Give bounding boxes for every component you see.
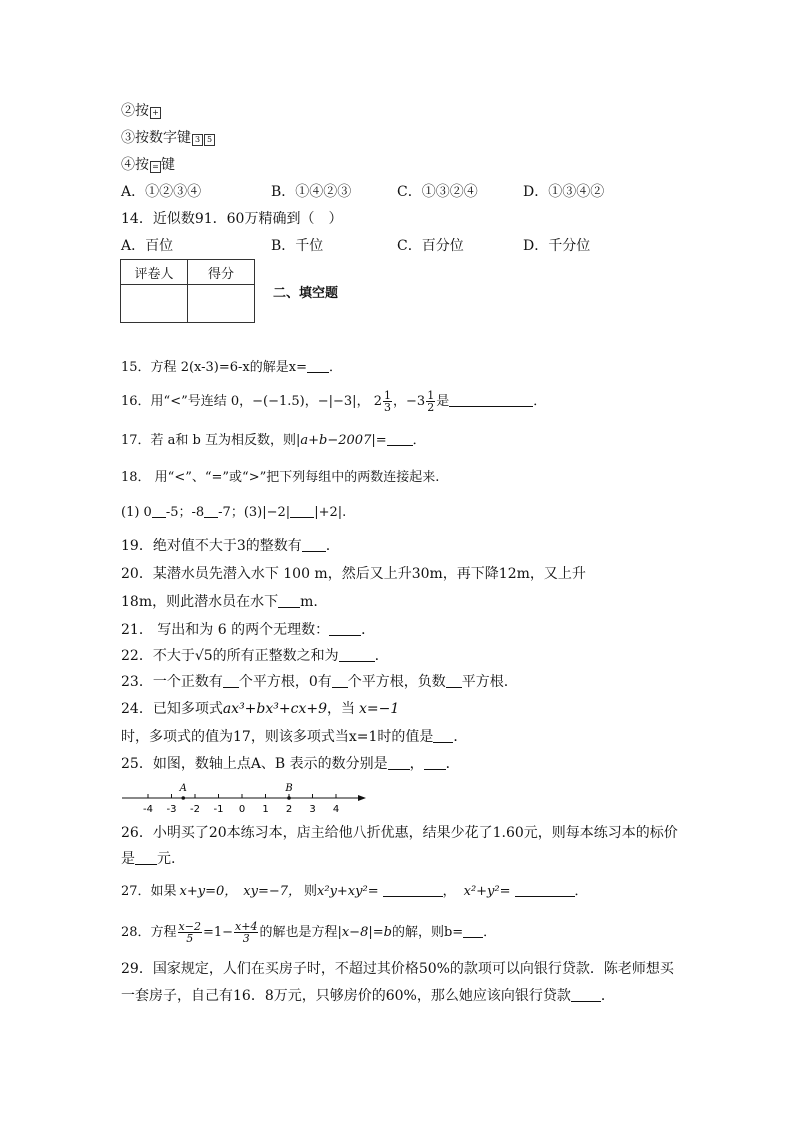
point-b-label: B [285, 783, 293, 794]
answer-blank [433, 728, 453, 743]
q13-option-d: D．①③④② [523, 184, 605, 200]
answer-blank [332, 673, 348, 688]
tick-label: 2 [285, 804, 293, 815]
q25: 25．如图，数轴上点A、B 表示的数分别是 ， ． [121, 756, 460, 772]
answer-blank [383, 882, 443, 897]
score-table [120, 259, 255, 323]
answer-blank [152, 503, 166, 518]
answer-blank [387, 431, 413, 446]
key-5-icon: 5 [204, 134, 215, 146]
answer-blank [307, 358, 329, 373]
q14-option-d: D．千分位 [523, 238, 591, 254]
q18-line2: (1) 0 -5；-8 -7；(3)|−2| |+2|. [121, 505, 347, 520]
header-score: 得分 [188, 260, 255, 285]
section-title: 二、填空题 [273, 286, 339, 301]
q14-option-c: C．百分位 [397, 238, 464, 254]
score-cell [188, 285, 255, 323]
fraction-one-third: $\frac{1}{3}$ [384, 389, 391, 414]
tick-label: -4 [143, 804, 153, 815]
fraction-x-plus-4-over-3: $\frac{x+4}{3}$ [235, 920, 258, 945]
point-a-dot [181, 796, 185, 800]
answer-blank [302, 537, 326, 552]
fraction-x-minus-2-over-5: $\frac{x-2}{5}$ [178, 920, 201, 945]
q26-line1: 26．小明买了20本练习本，店主给他八折优惠，结果少花了1.60元，则每本练习本的标价 [121, 825, 678, 841]
tick-label: -3 [166, 804, 177, 815]
answer-blank [446, 673, 462, 688]
q22: 22．不大于√5的所有正整数之和为 . [121, 648, 380, 664]
tick-label: 4 [332, 804, 340, 815]
tick-label: 1 [262, 804, 269, 815]
q24-line1: 24．已知多项式ax³+bx³+cx+9，当 x=−1 [121, 701, 400, 717]
answer-blank [290, 503, 314, 518]
point-a-label: A [179, 783, 187, 794]
answer-blank [449, 392, 533, 407]
q19: 19．绝对值不大于3的整数有 . [121, 538, 331, 554]
header-grader: 评卷人 [121, 260, 188, 285]
arrow-right-icon [358, 795, 366, 801]
step-4: ④按 = 键 [121, 157, 175, 173]
q29-line2: 一套房子，自己有16．8万元，只够房价的60%，那么她应该向银行贷款 ． [121, 988, 615, 1004]
fraction-one-half: $\frac{1}{2}$ [427, 389, 435, 414]
q20-line1: 20．某潜水员先潜入水下 100 m，然后又上升30m，再下降12m，又上升 [121, 566, 586, 582]
answer-blank [135, 850, 157, 865]
tick-label: -1 [213, 804, 224, 815]
q21: 21． 写出和为 6 的两个无理数： ． [121, 622, 376, 638]
grader-cell [121, 285, 188, 323]
number-line [118, 778, 378, 818]
answer-blank [278, 593, 300, 608]
step-2: ②按 + [121, 102, 161, 120]
q16: 16．用“<”号连结 0，−(−1.5)，−|−3|， 2 $\frac{1}{3}$ ，−3 $\frac{1}{2}$ 是 ． [121, 389, 547, 414]
q13-option-c: C．①③②④ [397, 184, 478, 200]
q20-line2: 18m，则此潜水员在水下 m. [121, 594, 318, 610]
point-b-dot [287, 796, 291, 800]
q24-line2: 时，多项式的值为17，则该多项式当x=1时的值是 ． [121, 729, 468, 745]
q18-text: 18． 用“<”、“=”或“>”把下列每组中的两数连接起来. [121, 470, 440, 485]
key-3-icon: 3 [192, 134, 203, 146]
q14-option-a: A．百位 [121, 238, 174, 254]
tick-label: -2 [190, 804, 200, 815]
plus-key-icon: + [150, 107, 161, 119]
answer-blank [204, 503, 218, 518]
q23: 23．一个正数有 个平方根，0有 个平方根，负数 平方根. [121, 674, 509, 690]
answer-blank [424, 755, 446, 770]
q13-option-a: A．①②③④ [121, 184, 202, 200]
answer-blank [463, 923, 483, 938]
q26-line2: 是 元. [121, 851, 176, 867]
q14-option-b: B．千位 [271, 238, 324, 254]
equals-key-icon: = [150, 161, 161, 173]
q17: 17．若 a和 b 互为相反数，则|a+b−2007|= ． [121, 433, 426, 448]
step-3: ③按数字键 3 5 [121, 129, 215, 147]
answer-blank [571, 987, 601, 1002]
answer-blank [329, 621, 361, 636]
q28: 28．方程 $\frac{x-2}{5}$ =1− $\frac{x+4}{3}$ 的解也是方程|x−8|=b的解，则b= ． [121, 920, 497, 945]
tick-label: 0 [238, 804, 246, 815]
q29-line1: 29．国家规定，人们在买房子时，不超过其价格50%的款项可以向银行贷款．陈老师想买 [121, 961, 674, 977]
answer-blank [223, 673, 239, 688]
q15: 15．方程 2(x-3)=6-x的解是x= ． [121, 360, 343, 375]
answer-blank [339, 647, 375, 662]
answer-blank [515, 882, 575, 897]
tick-label: 3 [309, 804, 316, 815]
answer-blank [388, 755, 410, 770]
q14-text: 14．近似数91．60万精确到（ ） [121, 211, 343, 227]
q13-option-b: B．①④②③ [271, 184, 352, 200]
sqrt5: √5 [194, 648, 213, 664]
q27: 27．如果 x+y=0， xy=−7， 则x²y+xy²= ， x²+y²= ． [121, 884, 588, 899]
